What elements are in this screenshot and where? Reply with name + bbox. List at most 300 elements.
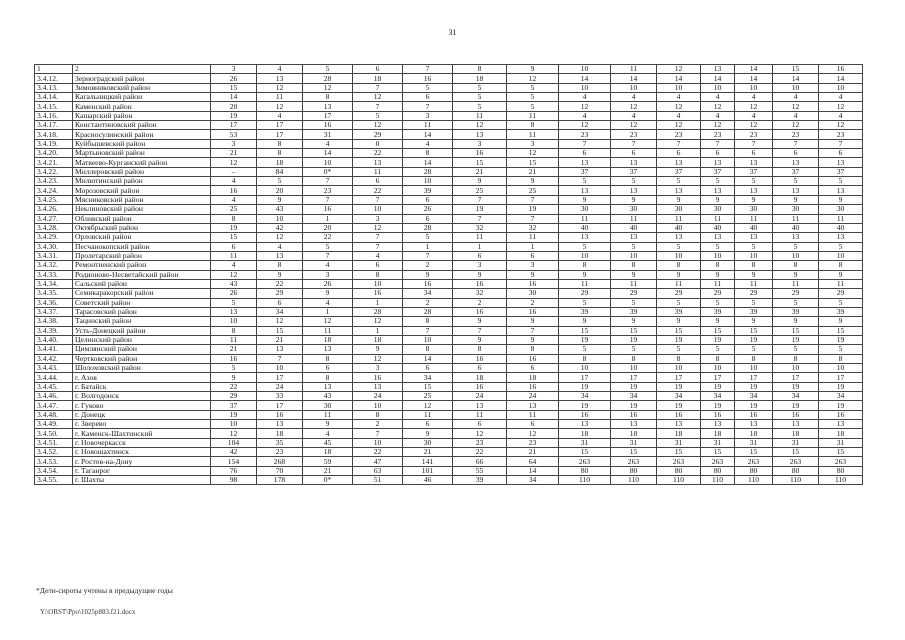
value-cell: 5 [353,111,403,120]
value-cell: 110 [701,476,735,485]
value-cell: 9 [819,270,863,279]
row-name: Усть-Донецкий район [73,326,211,335]
value-cell: 37 [701,167,735,176]
table-row [35,205,863,214]
value-cell: 5 [819,345,863,354]
column-header: 16 [819,65,863,74]
row-code: 3.4.21. [35,158,73,167]
value-cell: 13 [657,186,701,195]
value-cell: 5 [701,345,735,354]
value-cell: 3 [403,111,453,120]
value-cell: 12 [773,102,819,111]
row-code: 3.4.26. [35,205,73,214]
row-name: г. Волгодонск [73,392,211,401]
value-cell: 14 [611,74,657,83]
value-cell: 18 [819,429,863,438]
value-cell: 13 [559,186,611,195]
value-cell: 5 [257,177,303,186]
table-row [35,466,863,475]
table-row [35,102,863,111]
row-code: 3.4.29. [35,233,73,242]
value-cell: 16 [211,354,257,363]
table-row [35,167,863,176]
row-name: г. Зверево [73,420,211,429]
value-cell: 34 [403,289,453,298]
row-code: 3.4.27. [35,214,73,223]
value-cell: 30 [559,205,611,214]
value-cell: 8 [773,354,819,363]
value-cell: 5 [403,83,453,92]
value-cell: 46 [403,476,453,485]
value-cell: 26 [211,74,257,83]
value-cell: 66 [453,457,507,466]
value-cell: 45 [303,438,353,447]
value-cell: 11 [303,410,353,419]
value-cell: 13 [353,382,403,391]
value-cell: 11 [611,279,657,288]
table-row [35,111,863,120]
value-cell: 31 [611,438,657,447]
row-name: Тацинский район [73,317,211,326]
value-cell: 37 [735,167,773,176]
value-cell: 8 [657,261,701,270]
value-cell: 141 [403,457,453,466]
value-cell: 4 [559,111,611,120]
table-row [35,317,863,326]
value-cell: 19 [657,335,701,344]
value-cell: 16 [507,382,559,391]
value-cell: 6 [353,261,403,270]
value-cell: 263 [611,457,657,466]
value-cell: 29 [735,289,773,298]
value-cell: 19 [559,335,611,344]
value-cell: 13 [735,420,773,429]
value-cell: 13 [773,233,819,242]
value-cell: 11 [559,214,611,223]
value-cell: 15 [701,448,735,457]
value-cell: 7 [819,139,863,148]
value-cell: 5 [611,298,657,307]
row-code: 3.4.53. [35,457,73,466]
value-cell: 6 [773,149,819,158]
value-cell: 16 [303,205,353,214]
value-cell: 19 [701,382,735,391]
value-cell: 6 [453,364,507,373]
value-cell: 30 [773,205,819,214]
value-cell: 7 [353,242,403,251]
value-cell: 37 [559,167,611,176]
value-cell: 34 [257,307,303,316]
row-name: Мартыновский район [73,149,211,158]
value-cell: 34 [773,392,819,401]
value-cell: 10 [819,251,863,260]
value-cell: 40 [701,223,735,232]
value-cell: 15 [819,326,863,335]
value-cell: 17 [701,373,735,382]
value-cell: 23 [303,186,353,195]
value-cell: 9 [403,429,453,438]
value-cell: 15 [211,233,257,242]
row-code: 3.4.35. [35,289,73,298]
value-cell: 51 [353,476,403,485]
row-code: 3.4.37. [35,307,73,316]
value-cell: 12 [257,83,303,92]
value-cell: 110 [657,476,701,485]
value-cell: 10 [211,317,257,326]
row-name: Орловский район [73,233,211,242]
value-cell: 4 [819,111,863,120]
row-code: 3.4.52. [35,448,73,457]
value-cell: 4 [701,111,735,120]
value-cell: 6 [559,149,611,158]
value-cell: 22 [453,448,507,457]
value-cell: 110 [773,476,819,485]
value-cell: 14 [211,93,257,102]
row-name: Октябрьский район [73,223,211,232]
value-cell: 19 [701,335,735,344]
table-row [35,130,863,139]
value-cell: 12 [453,121,507,130]
value-cell: 13 [701,233,735,242]
value-cell: 80 [735,466,773,475]
value-cell: 10 [819,83,863,92]
value-cell: 15 [657,326,701,335]
value-cell: 19 [453,205,507,214]
row-code: 3.4.12. [35,74,73,83]
value-cell: 13 [773,186,819,195]
value-cell: 10 [701,251,735,260]
value-cell: 6 [353,177,403,186]
value-cell: 8 [819,354,863,363]
value-cell: 12 [303,317,353,326]
value-cell: 7 [353,102,403,111]
value-cell: 31 [819,438,863,447]
value-cell: 7 [303,195,353,204]
value-cell: 12 [701,102,735,111]
value-cell: 7 [403,102,453,111]
value-cell: 34 [657,392,701,401]
row-name: г. Таганрог [73,466,211,475]
value-cell: 5 [453,102,507,111]
value-cell: 16 [211,186,257,195]
value-cell: 10 [257,364,303,373]
value-cell: 9 [657,317,701,326]
value-cell: 10 [773,364,819,373]
value-cell: 16 [559,410,611,419]
value-cell: 12 [353,121,403,130]
value-cell: 18 [353,74,403,83]
value-cell: 7 [403,326,453,335]
value-cell: 42 [211,448,257,457]
value-cell: 13 [819,158,863,167]
value-cell: 34 [701,392,735,401]
value-cell: 12 [353,317,403,326]
value-cell: 11 [657,214,701,223]
table-row [35,214,863,223]
value-cell: 23 [735,130,773,139]
value-cell: 39 [611,307,657,316]
value-cell: 1 [403,242,453,251]
value-cell: 5 [773,345,819,354]
row-name: Целинский район [73,335,211,344]
value-cell: 6 [819,149,863,158]
value-cell: 3 [507,139,559,148]
value-cell: 10 [735,251,773,260]
value-cell: 19 [611,401,657,410]
column-header: 7 [403,65,453,74]
value-cell: 11 [507,410,559,419]
value-cell: 9 [453,335,507,344]
row-code: 3.4.17. [35,121,73,130]
value-cell: 12 [507,74,559,83]
value-cell: 5 [701,242,735,251]
value-cell: 18 [257,158,303,167]
value-cell: 14 [773,74,819,83]
value-cell: 7 [507,214,559,223]
value-cell: 8 [303,354,353,363]
value-cell: 13 [819,420,863,429]
value-cell: 13 [773,158,819,167]
value-cell: 18 [303,448,353,457]
row-code: 3.4.39. [35,326,73,335]
value-cell: 9 [657,270,701,279]
footnote: *Дети-сироты учтены в предыдущие годы [36,586,173,595]
value-cell: 19 [657,401,701,410]
value-cell: 268 [257,457,303,466]
value-cell: 80 [559,466,611,475]
value-cell: 7 [701,139,735,148]
value-cell: 42 [257,223,303,232]
value-cell: 26 [303,279,353,288]
value-cell: 19 [211,111,257,120]
value-cell: 8 [611,354,657,363]
value-cell: 10 [353,438,403,447]
value-cell: 22 [353,149,403,158]
value-cell: 25 [403,392,453,401]
value-cell: 70 [257,466,303,475]
value-cell: 26 [403,205,453,214]
value-cell: 4 [657,93,701,102]
row-name: г. Новошахтинск [73,448,211,457]
value-cell: 16 [403,74,453,83]
value-cell: 12 [773,121,819,130]
value-cell: 9 [507,317,559,326]
value-cell: 10 [611,251,657,260]
value-cell: 15 [773,326,819,335]
row-name: Каменский район [73,102,211,111]
value-cell: 34 [559,392,611,401]
value-cell: 17 [735,373,773,382]
value-cell: 40 [735,223,773,232]
value-cell: 8 [507,121,559,130]
value-cell: 10 [353,279,403,288]
value-cell: 13 [257,345,303,354]
value-cell: 10 [559,251,611,260]
value-cell: 43 [211,279,257,288]
value-cell: 12 [257,102,303,111]
value-cell: 19 [611,382,657,391]
row-code: 3.4.40. [35,335,73,344]
value-cell: 1 [353,326,403,335]
value-cell: 55 [453,466,507,475]
value-cell: 23 [701,130,735,139]
value-cell: 5 [211,364,257,373]
value-cell: 11 [257,93,303,102]
header-row [35,65,863,74]
value-cell: 6 [211,242,257,251]
value-cell: 2 [507,298,559,307]
table-row [35,345,863,354]
value-cell: 31 [559,438,611,447]
value-cell: 6 [507,251,559,260]
table-row [35,326,863,335]
row-name: Кагальницкий район [73,93,211,102]
value-cell: 10 [257,214,303,223]
value-cell: 15 [453,158,507,167]
row-code: 3.4.15. [35,102,73,111]
value-cell: 4 [303,261,353,270]
value-cell: 30 [735,205,773,214]
value-cell: 13 [819,233,863,242]
value-cell: 12 [303,83,353,92]
value-cell: 10 [211,420,257,429]
value-cell: 64 [507,457,559,466]
row-name: г. Азов [73,373,211,382]
value-cell: 9 [657,195,701,204]
value-cell: 19 [773,335,819,344]
value-cell: 101 [403,466,453,475]
table-row [35,270,863,279]
value-cell: 18 [735,429,773,438]
value-cell: 11 [773,279,819,288]
file-path: Y:\ORST\Ppo\1025p883.f21.docx [40,608,136,616]
value-cell: 9 [819,317,863,326]
value-cell: 13 [507,401,559,410]
value-cell: 19 [211,223,257,232]
row-code: 3.4.51. [35,438,73,447]
value-cell: 20 [257,186,303,195]
value-cell: 1 [303,214,353,223]
value-cell: 12 [353,223,403,232]
value-cell: 4 [211,195,257,204]
table-row [35,195,863,204]
value-cell: 9 [735,195,773,204]
value-cell: 37 [773,167,819,176]
value-cell: 12 [257,317,303,326]
value-cell: 7 [611,139,657,148]
value-cell: 19 [735,401,773,410]
value-cell: 18 [257,429,303,438]
value-cell: 8 [257,149,303,158]
value-cell: 12 [657,121,701,130]
table-row [35,149,863,158]
value-cell: 5 [507,83,559,92]
value-cell: 5 [403,233,453,242]
value-cell: 9 [303,420,353,429]
value-cell: 6 [657,149,701,158]
value-cell: 6 [303,364,353,373]
value-cell: 9 [611,317,657,326]
value-cell: 30 [507,289,559,298]
value-cell: 19 [773,382,819,391]
table-row [35,438,863,447]
value-cell: 32 [453,223,507,232]
value-cell: 16 [403,279,453,288]
value-cell: 13 [735,158,773,167]
value-cell: 9 [507,177,559,186]
value-cell: 34 [403,373,453,382]
value-cell: 18 [773,429,819,438]
row-code: 3.4.28. [35,223,73,232]
value-cell: 14 [507,466,559,475]
value-cell: 13 [611,420,657,429]
value-cell: 34 [735,392,773,401]
row-name: г. Батайск [73,382,211,391]
value-cell: 39 [819,307,863,316]
row-name: Обливский район [73,214,211,223]
value-cell: 0* [303,476,353,485]
value-cell: 28 [303,74,353,83]
value-cell: 39 [453,476,507,485]
row-name: Чертковский район [73,354,211,363]
value-cell: 9 [701,270,735,279]
value-cell: 5 [819,177,863,186]
value-cell: 16 [657,410,701,419]
value-cell: 14 [559,74,611,83]
value-cell: 28 [403,167,453,176]
value-cell: 37 [819,167,863,176]
row-name: Матвеево-Курганский район [73,158,211,167]
value-cell: 7 [353,195,403,204]
value-cell: 15 [559,326,611,335]
table-row [35,289,863,298]
column-header: 3 [211,65,257,74]
value-cell: 8 [735,354,773,363]
value-cell: 13 [611,186,657,195]
value-cell: 4 [257,111,303,120]
value-cell: 11 [701,279,735,288]
value-cell: 15 [403,382,453,391]
value-cell: 17 [257,121,303,130]
value-cell: 15 [701,326,735,335]
value-cell: 13 [303,102,353,111]
value-cell: 110 [819,476,863,485]
row-code: 3.4.24. [35,186,73,195]
value-cell: 6 [735,149,773,158]
table-row [35,233,863,242]
value-cell: 22 [353,186,403,195]
value-cell: 10 [657,251,701,260]
value-cell: 17 [657,373,701,382]
row-code: 3.4.38. [35,317,73,326]
value-cell: 7 [353,429,403,438]
value-cell: 4 [257,242,303,251]
table-row [35,74,863,83]
value-cell: 5 [453,93,507,102]
value-cell: 9 [701,195,735,204]
value-cell: 17 [257,130,303,139]
value-cell: 17 [211,121,257,130]
row-code: 3.4.45. [35,382,73,391]
value-cell: 10 [735,83,773,92]
value-cell: 17 [773,373,819,382]
page-number: 31 [448,28,457,37]
value-cell: 39 [657,307,701,316]
table-row [35,223,863,232]
column-header: 5 [303,65,353,74]
row-code: 3.4.36. [35,298,73,307]
value-cell: 23 [257,448,303,457]
